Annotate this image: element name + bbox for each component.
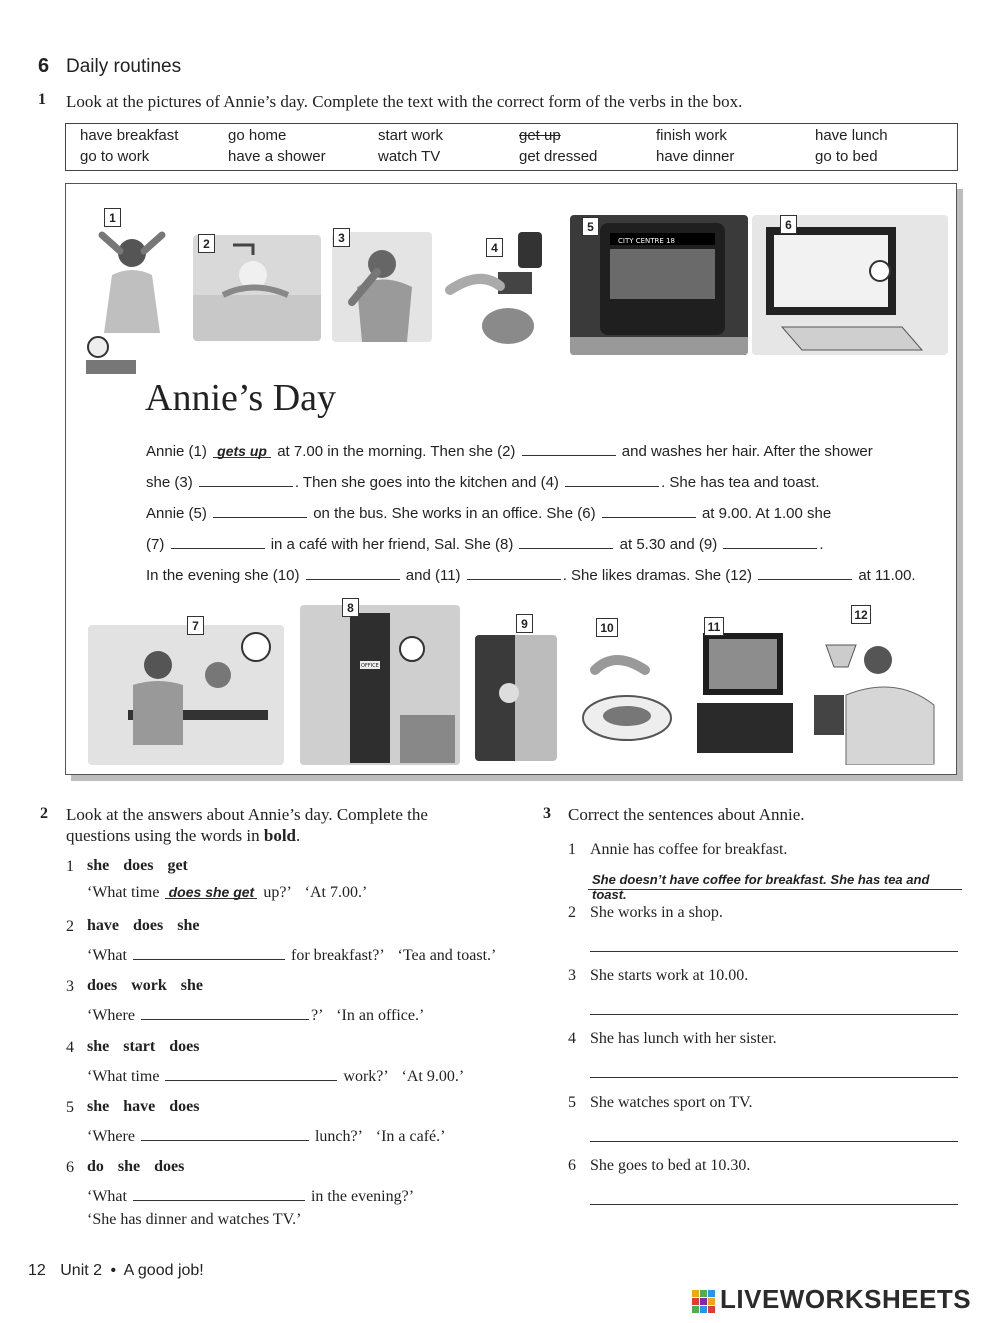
question-line bbox=[87, 945, 496, 965]
television-illustration bbox=[695, 625, 795, 755]
answer-blank-5[interactable] bbox=[141, 1126, 309, 1141]
story-text: in a café with her friend, Sal. She (8) bbox=[270, 536, 514, 553]
picture-watch-tv bbox=[695, 625, 795, 755]
question-line bbox=[87, 884, 367, 902]
picture-number-label: 5 bbox=[582, 217, 599, 236]
story-line-4 bbox=[146, 534, 824, 553]
question-text: ‘Where bbox=[87, 1128, 135, 1145]
sentence-number: 4 bbox=[568, 1030, 576, 1047]
question-text: ‘What bbox=[87, 1188, 127, 1205]
question-words: she does get bbox=[87, 857, 188, 874]
story-text: at 11.00. bbox=[858, 567, 916, 584]
page-number: 12 bbox=[28, 1262, 46, 1279]
blank-9[interactable] bbox=[723, 534, 817, 549]
question-words: do she does bbox=[87, 1158, 185, 1175]
story-line-3 bbox=[146, 503, 831, 522]
question-text: work?’ bbox=[343, 1068, 388, 1085]
question-text: ?’ bbox=[310, 1007, 323, 1024]
question-text: for breakfast?’ bbox=[290, 947, 384, 964]
sentence-text: She goes to bed at 10.30. bbox=[590, 1157, 751, 1174]
picture-number-label: 12 bbox=[851, 605, 871, 624]
question-text: ‘What time bbox=[87, 884, 160, 901]
blank-12[interactable] bbox=[758, 565, 852, 580]
story-text: . bbox=[819, 536, 824, 553]
question-text: ‘What bbox=[87, 947, 127, 964]
story-line-5 bbox=[146, 565, 916, 584]
sentence-number: 1 bbox=[568, 841, 576, 858]
correction-answer-1[interactable]: She doesn’t have coffee for breakfast. She has tea and toast. bbox=[588, 872, 962, 890]
answer-blank-4[interactable] bbox=[165, 1066, 337, 1081]
sentence-number: 3 bbox=[568, 967, 576, 984]
story-text: at 5.30 and (9) bbox=[619, 536, 718, 553]
answer-blank-2[interactable] bbox=[133, 945, 285, 960]
question-line bbox=[87, 1126, 445, 1146]
story-text: (7) bbox=[146, 536, 165, 553]
question-number: 4 bbox=[66, 1039, 74, 1056]
verb-item: get dressed bbox=[519, 148, 598, 165]
story-line-2 bbox=[146, 472, 820, 491]
sentence-number: 6 bbox=[568, 1157, 576, 1174]
question-words: she have does bbox=[87, 1098, 200, 1115]
sentence-text: Annie has coffee for breakfast. bbox=[590, 841, 788, 858]
question-words: have does she bbox=[87, 917, 200, 934]
bed-illustration bbox=[806, 615, 936, 765]
exercise2-instruction-line1: Look at the answers about Annie’s day. Complete the bbox=[66, 805, 428, 824]
cafe-lunch-illustration bbox=[88, 625, 284, 765]
liveworksheets-brand: LIVEWORKSHEETS bbox=[720, 1284, 972, 1314]
exercise1-number: 1 bbox=[38, 91, 46, 108]
story-text: In the evening she (10) bbox=[146, 567, 300, 584]
picture-number-label: 10 bbox=[596, 618, 618, 637]
verb-item: watch TV bbox=[378, 148, 441, 165]
question-reply: ‘She has dinner and watches TV.’ bbox=[87, 1211, 302, 1228]
verb-item: go home bbox=[228, 127, 287, 144]
unit-label: Unit 2 bbox=[60, 1262, 103, 1279]
story-title: Annie’s Day bbox=[145, 377, 337, 419]
question-number: 6 bbox=[66, 1159, 74, 1176]
computer-illustration bbox=[752, 215, 948, 355]
exercise3-number: 3 bbox=[543, 805, 551, 822]
question-text: in the evening?’ bbox=[310, 1188, 415, 1205]
answer-blank-6[interactable] bbox=[133, 1186, 305, 1201]
picture-get-dressed bbox=[332, 232, 432, 342]
key-in-door-illustration bbox=[475, 635, 557, 761]
picture-number-label: 7 bbox=[187, 616, 204, 635]
question-words: she start does bbox=[87, 1038, 200, 1055]
blank-5[interactable] bbox=[213, 503, 307, 518]
answer-blank-3[interactable] bbox=[141, 1005, 309, 1020]
page-footer bbox=[28, 1262, 204, 1280]
verb-item-used: get up bbox=[519, 127, 561, 144]
story-text: and washes her hair. After the shower bbox=[621, 443, 873, 460]
blank-8[interactable] bbox=[519, 534, 613, 549]
verb-item: have dinner bbox=[656, 148, 735, 165]
question-number: 1 bbox=[66, 858, 74, 875]
blank-4[interactable] bbox=[565, 472, 659, 487]
story-line-1 bbox=[146, 441, 873, 460]
sentence-number: 2 bbox=[568, 904, 576, 921]
blank-10[interactable] bbox=[306, 565, 400, 580]
office-door-sign: OFFICE bbox=[361, 663, 379, 669]
question-number: 3 bbox=[66, 978, 74, 995]
verb-item: finish work bbox=[656, 127, 727, 144]
bus-illustration bbox=[570, 215, 748, 355]
picture-go-home bbox=[475, 635, 557, 761]
blank-11[interactable] bbox=[467, 565, 561, 580]
exercise2-number: 2 bbox=[40, 805, 48, 822]
getting-dressed-illustration bbox=[332, 232, 432, 342]
question-line bbox=[87, 1066, 464, 1086]
question-number: 5 bbox=[66, 1099, 74, 1116]
answer-blank-1[interactable]: does she get bbox=[165, 884, 257, 899]
verb-item: go to bed bbox=[815, 148, 878, 165]
question-text: lunch?’ bbox=[314, 1128, 362, 1145]
exercise1-instruction: Look at the pictures of Annie’s day. Complete the text with the correct form of the verbs in the box. bbox=[66, 92, 743, 111]
question-reply: ‘Tea and toast.’ bbox=[397, 947, 497, 964]
story-text: Annie (5) bbox=[146, 505, 207, 522]
picture-lunch bbox=[88, 625, 284, 765]
verb-item: have a shower bbox=[228, 148, 326, 165]
blank-2[interactable] bbox=[522, 441, 616, 456]
story-text: and (11) bbox=[405, 567, 461, 584]
question-line bbox=[87, 1005, 424, 1025]
office-door-illustration bbox=[300, 605, 460, 765]
instruction-end: . bbox=[296, 826, 301, 845]
picture-number-label: 8 bbox=[342, 598, 359, 617]
picture-dinner bbox=[565, 640, 683, 752]
story-text: at 9.00. At 1.00 she bbox=[701, 505, 832, 522]
story-text: . She has tea and toast. bbox=[661, 474, 820, 491]
question-reply: ‘In an office.’ bbox=[336, 1007, 425, 1024]
picture-number-label: 2 bbox=[198, 234, 215, 253]
blank-1[interactable]: gets up bbox=[213, 443, 271, 458]
correction-answer-line-6[interactable] bbox=[590, 1204, 958, 1205]
instruction-text: questions using the words in bbox=[66, 826, 260, 845]
verb-box bbox=[65, 123, 958, 171]
exercise2-instruction-line2 bbox=[66, 825, 300, 846]
story-text: at 7.00 in the morning. Then she (2) bbox=[277, 443, 516, 460]
blank-6[interactable] bbox=[602, 503, 696, 518]
story-text: . Then she goes into the kitchen and (4) bbox=[294, 474, 559, 491]
question-text: ‘Where bbox=[87, 1007, 135, 1024]
picture-bus bbox=[570, 215, 748, 355]
liveworksheets-logo-icon bbox=[692, 1290, 716, 1314]
picture-number-label: 4 bbox=[486, 238, 503, 257]
question-line bbox=[87, 1186, 414, 1206]
verb-item: go to work bbox=[80, 148, 150, 165]
section-number: 6 bbox=[38, 55, 50, 77]
question-reply: ‘At 7.00.’ bbox=[304, 884, 368, 901]
picture-number-label: 3 bbox=[333, 228, 350, 247]
picture-number-label: 9 bbox=[516, 614, 533, 633]
sentence-text: She has lunch with her sister. bbox=[590, 1030, 777, 1047]
picture-number-label: 6 bbox=[780, 215, 797, 234]
blank-3[interactable] bbox=[199, 472, 293, 487]
question-reply: ‘In a café.’ bbox=[375, 1128, 446, 1145]
correction-answer-line-4[interactable] bbox=[590, 1077, 958, 1078]
question-text: up?’ bbox=[263, 884, 291, 901]
picture-start-work bbox=[752, 215, 948, 355]
unit-title: A good job! bbox=[123, 1262, 204, 1279]
question-number: 2 bbox=[66, 918, 74, 935]
picture-number-label: 1 bbox=[104, 208, 121, 227]
blank-7[interactable] bbox=[171, 534, 265, 549]
footer-bullet: • bbox=[110, 1262, 117, 1279]
story-text: on the bus. She works in an office. She (6) bbox=[313, 505, 596, 522]
section-title: Daily routines bbox=[66, 56, 182, 77]
instruction-bold-word: bold bbox=[263, 826, 296, 845]
correction-answer-line-3[interactable] bbox=[590, 1014, 958, 1015]
story-text: she (3) bbox=[146, 474, 193, 491]
question-words: does work she bbox=[87, 977, 204, 994]
verb-item: have breakfast bbox=[80, 127, 179, 144]
verb-item: have lunch bbox=[815, 127, 888, 144]
picture-finish-work bbox=[300, 605, 460, 765]
picture-go-to-bed bbox=[806, 615, 936, 765]
picture-get-up bbox=[82, 215, 187, 375]
dinner-plate-illustration bbox=[565, 640, 683, 752]
woman-stretching-illustration bbox=[82, 215, 187, 375]
question-reply: ‘At 9.00.’ bbox=[401, 1068, 465, 1085]
story-text: . She likes dramas. She (12) bbox=[562, 567, 752, 584]
sentence-text: She starts work at 10.00. bbox=[590, 967, 749, 984]
correction-answer-line-2[interactable] bbox=[590, 951, 958, 952]
sentence-number: 5 bbox=[568, 1094, 576, 1111]
verb-item: start work bbox=[378, 127, 444, 144]
sentence-text: She watches sport on TV. bbox=[590, 1094, 753, 1111]
picture-number-label: 11 bbox=[704, 617, 724, 636]
story-text: Annie (1) bbox=[146, 443, 207, 460]
question-text: ‘What time bbox=[87, 1068, 160, 1085]
exercise3-instruction: Correct the sentences about Annie. bbox=[568, 805, 805, 824]
bus-destination-sign: CITY CENTRE 18 bbox=[618, 237, 675, 245]
correction-answer-line-5[interactable] bbox=[590, 1141, 958, 1142]
sentence-text: She works in a shop. bbox=[590, 904, 723, 921]
